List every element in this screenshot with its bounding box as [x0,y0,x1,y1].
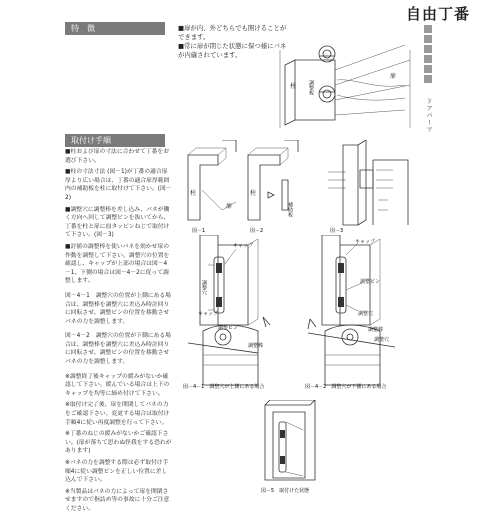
fig2-caption: 図－2 [250,228,264,234]
fig42-label-adjust-hole: 調整穴 [358,311,374,317]
fig2-label-aux-plate: 補助板 [287,202,293,217]
tab-box [424,45,432,53]
diagram-label-adjust-plate: 調整板 [308,80,314,95]
install-paragraph: 図－4－1 調整穴の位置が上側にある場合は、調整棒を調整穴に差込み時計回りに回転させ、調整ピンの位置を移動させバネの力を調整します。 [65,292,171,325]
install-steps [65,148,173,517]
install-paragraph: ■調整穴に調整棒を差し込み、バネが働く方向へ回して調整ピンを抜いてから、丁番を柱と扉に皿タッピンねじで取付けて下さい。(図－3) [65,206,170,239]
fig1-label-door: 扉 [226,203,233,210]
fig1-caption: 図－1 [192,228,206,234]
side-tab-label: ドアパーツ [425,98,432,133]
fig41-caption: 図－4－1 調整穴が上側にある場合 [183,384,265,390]
install-paragraph: ■柱および扉の寸法に合わせて丁番をお選び下さい。 [65,149,170,164]
install-note: ※バネの力を調整する際は必ず取付け手順4に従い調整ピンを正しい位置に差し込んで下さい。 [65,460,169,484]
fig1-label-pillar: 柱 [190,190,197,197]
page-title: 自由丁番 [405,5,470,23]
features-bullet: ■常に扉が閉じた状態に保つ様にバネが内蔵されています。 [178,42,287,59]
install-note: ※調整終了後キャップの緩みがないか確認して下さい。緩んでいる場合は上下のキャップを均等に締め付けて下さい。 [65,373,170,397]
features-diagram [275,40,415,128]
features-bullet: ■扉が内、外どちらでも開けることができます。 [178,24,287,41]
fig42-caption: 図－4－2 調整穴が下側にある場合 [305,384,387,390]
fig42-label-cap: キャップ [355,239,376,245]
figure-4-2 [300,235,420,390]
tab-box [424,25,432,33]
side-tab-boxes [424,25,434,85]
features-heading: 特 徴 [65,22,165,35]
fig42-label-adjust-pin: 調整ピン [360,279,381,285]
fig41-label-adjust-pin: 調整ピン [218,325,239,331]
figure-2 [240,140,315,235]
fig5-caption: 図－5 取付けた状態 [261,488,310,494]
install-heading: 取付け手順 [65,134,165,147]
install-paragraph: ■討値の調整棒を使いバネを効かせ扉の作動を調整して下さい。調整穴の位置を確認し、キャップが上部の場合は図－4－1、下側の場合は図－4－2に従って調整します。 [65,243,170,285]
fig41-label-cap-top: キャップ [233,243,254,249]
install-paragraph: 図－4－2 調整穴の位置が下側にある場合は、調整棒を調整穴に差込み時計回りに回転させ、調整ピンの位置を移動させバネの力を調整します。 [65,333,171,366]
install-note: ※当製品はバネの力によって扉を開閉させますので指詰め等の事故に十分ご注意ください。 [65,488,170,512]
install-paragraph: ■柱の寸法寸法 (図－1)が丁番の適合扉厚より広い場合は、丁番の適合扉厚範囲内の補助板を柱に取付けて下さい。(図－2) [65,169,172,201]
diagram-label-door: 扉 [390,73,397,80]
figure-5 [255,400,330,495]
figure-3 [318,140,418,235]
fig41-label-cap-bottom: キャップ [198,311,219,317]
fig42-label-adjust-rod: 調整棒 [368,327,384,333]
fig41-label-adjust-rod: 調整棒 [248,343,264,349]
tab-box [424,65,432,73]
install-note: ※取付け完了後、扉を開閉してバネの力をご確認下さい。変更する場合は取付け手順4に従い再度調整を行って下さい。 [65,402,170,426]
fig3-caption: 図－3 [330,228,344,234]
tab-box [424,75,432,83]
diagram-label-pillar: 柱 [290,83,297,90]
fig2-label-pillar: 柱 [250,190,257,197]
figure-4-1 [178,235,298,390]
fig41-label-adjust-hole: 調整穴 [201,280,207,295]
install-note: ※丁番のねじの緩みがないかご確認下さい。(扉が落ちて思わぬ怪我をする恐れがあります) [65,431,172,455]
tab-box [424,35,432,43]
tab-box [424,55,432,63]
fig42-label-adjust-hole-2: 調整穴 [374,337,390,343]
